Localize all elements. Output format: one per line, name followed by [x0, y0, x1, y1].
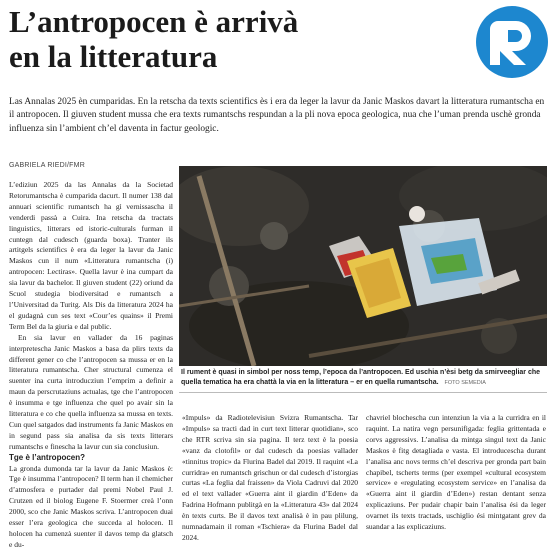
divider [179, 392, 547, 393]
photo-credit: FOTO SEMEDIA [444, 380, 486, 386]
column-2 [182, 413, 358, 544]
article-photo [179, 166, 547, 366]
column-1 [9, 180, 173, 551]
lead-paragraph: Las Annalas 2025 èn cumparidas. En la retscha da texts scientifics ès i era da leger la lavur da Janic Maskos davart la litteratura rumantscha en il antropocen. Il giuven student mussa che era texts rumantschs respundan a la pli nova epoca geologica, nua che l’uman prenda uschè gronda influenza sin l’ambient ch’el daventa in factur geologic. [9, 97, 545, 134]
paragraph: «Impuls» da Radiotelevisiun Svizra Rumantscha. Tar «Impuls» sa tracti dad in curt text litterar quotidian», sco che RTR scriva sin sia pagina. Il terz text è la poesia «vanz da clotofil» or dal cudesch da poesias vallader «tinnitus tropic» da Flurina Badel dal 2019. Il raquint «La curridra» en rumantsch grischun or dal cudesch d’istorgias curtas «La feglia dal fraissen» da Viola Cadruvi dal 2020 ed el text vallader «Guerra aint il giardin d’Eden» da Fadrina Hofmann publitgà en la «Litteratura 43» dal 2024 èn texts curts. Be il davos text analisà è in pau plilung, numnadamain il roman «Tschiera» da Flurina Badel dal 2024. [182, 413, 358, 542]
paragraph: chavriel blochescha cun intenziun la via a la curridra en il raquint. La natira vegn persunifigada: feglia grittentada e corvs aggressivs. L’analisa da mintga singul text da Janic Maskos è fitg detagliada e vasta. El introducescha durant l’analisa anc novs terms ch’el descriva per gronda part bain chapibel, tscherts terms (per exempel «cultural ecosystem service» e «regulating ecosystem service» en l’analisa da «Guerra aint il giardin d’Eden») restan dentant senza explicaziuns. Per pudair chapir bain l’analisa ési da leger ovarnet ils texts tractads, uschiglio ési mintgatant grev da suandar a las explicaziuns. [366, 413, 546, 532]
byline: GABRIELA RIEDI/FMR [9, 162, 85, 169]
paragraph: En sia lavur en vallader da 16 paginas interpretescha Janic Maskos a basa da plirs texts da different gener co che l’antropocen sa mussa er en la litteratura rumantscha. Cher structural cumenza el suenter ina curta introducziun l’emprim a definir a maun da perscrutaziuns actualas, tge che l’antropocen è insumma e tge influenza che quel po avair sin la litteratura e co che quella influenza sa mussa en texts. Cun quel satgados dad instruments fa Janic Maskos en in segund pass sia analisa da sis texts litterars rumantschs e finescha la lavur cun sia conclusiun. [9, 332, 173, 451]
headline-line-2: en la litteratura [9, 39, 218, 74]
subheading: Tge è l’antropocen? [9, 452, 86, 462]
caption-text: Il rument è quasi in simbol per noss temp, l’epoca da l’antropocen. Ed uschia n’èsi betg da smirveegliar che quella tematica ha era chattà la via en la litteratura – er en quella rumantscha. [181, 369, 541, 386]
headline [9, 4, 449, 74]
paragraph: L’ediziun 2025 da las Annalas da la Societad Retorumantscha è cumparida dacurt. Il numer 138 dal annuari scientific rumantsch ha gì vernissascha il venderdi passà a Cuira. Ina retscha da tractats linguistics, litterars ed istoric-culturals furman il cuntegn dal cudesch (guarda boxa). Tranter ils artitgels scientifics è era da leger la lavur da Janic Maskos cun il num «Litteratura rumantscha (i) antropocen: Lectiras». Quella lavur è ina cumpart da sia lavur da bachelor. Il giuven student (22) oriund da Scuol studegia biodiversitad e rumantsch a l’Universitad da Turitg. Als Dis da litteratura 2024 ha el gudagnà cun ses text «Cour’es quains» il Premi Term Bel da la giuria e dal public. [9, 180, 173, 331]
paragraph: La gronda dumonda tar la lavur da Janic Maskos è: Tge è insumma l’antropocen? Il term han il chemicher d’atmosfera e purtader dal premi Nobel Paul J. Crutzen ed il biolog Eugene F. Stoermer creà l’onn 2000, sco che Janic Maskos scriva. L’antropocen duai esser l’era geologica che succeda al holocen. Il holocen ha cumenzà suenter il davos temp da glatsch e du- [9, 463, 173, 549]
column-3 [366, 413, 546, 533]
headline-line-1: L’antropocen è arrivà [9, 4, 299, 39]
rtr-logo-icon[interactable] [476, 6, 548, 78]
photo-caption [181, 368, 545, 388]
